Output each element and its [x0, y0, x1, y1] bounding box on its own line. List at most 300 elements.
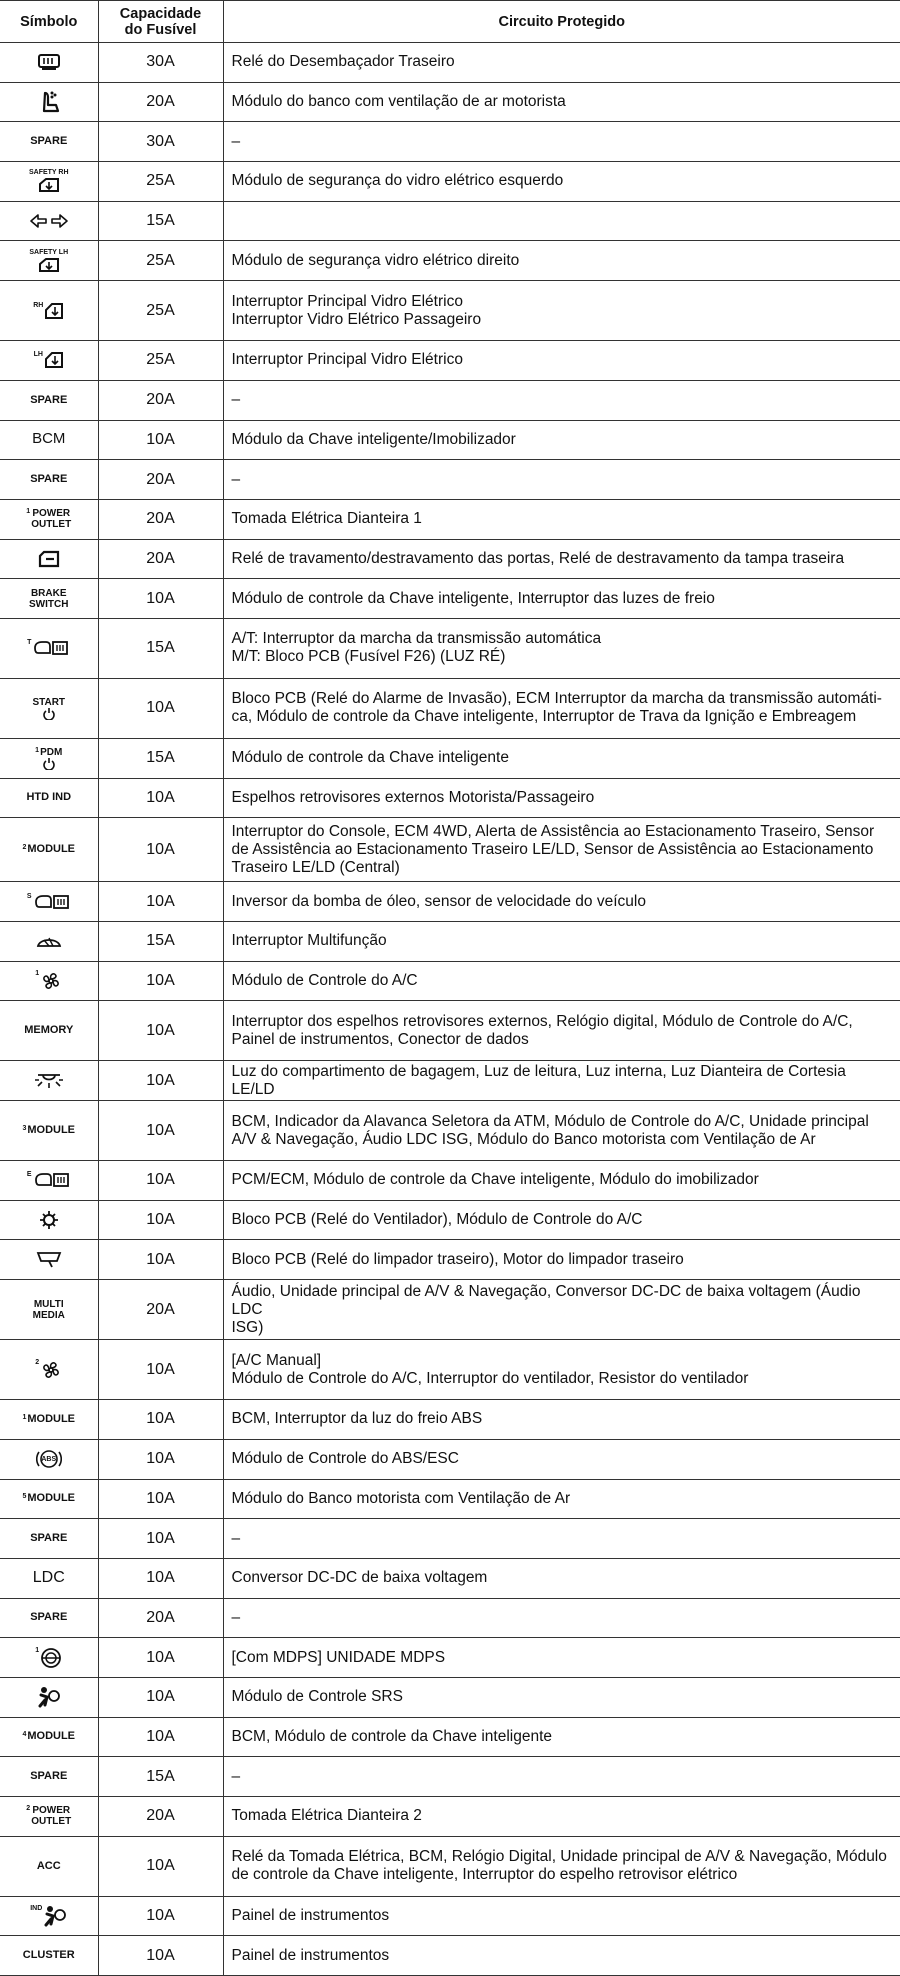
fuse-symbol: [0, 1340, 98, 1400]
fuse-symbol: [0, 82, 98, 122]
table-row: [0, 1001, 900, 1061]
fuse-symbol: [0, 1598, 98, 1638]
circuit-line: PCM/ECM, Módulo de controle da Chave inteligente, Módulo do imobilizador: [231, 1171, 759, 1189]
table-row: [0, 1558, 900, 1598]
protected-circuit: [223, 818, 900, 882]
symbol-superscript: 5: [22, 1493, 27, 1501]
circuit-line: Relé da Tomada Elétrica, BCM, Relógio Digital, Unidade principal de A/V & Navegação, Módulo: [231, 1848, 887, 1866]
table-row: [0, 961, 900, 1001]
protected-circuit: [223, 1896, 900, 1936]
symbol-superscript: 1: [26, 508, 31, 516]
fuse-symbol: [0, 1836, 98, 1896]
circuit-line: –: [231, 470, 241, 488]
fuse-symbol: [0, 1200, 98, 1240]
fan-icon: [40, 975, 62, 987]
fuse-symbol: [0, 1757, 98, 1797]
circuit-line: Traseiro LE/LD (Central): [231, 858, 400, 876]
symbol-superscript: 2: [35, 1358, 40, 1366]
fuse-capacity: 10A: [98, 1717, 223, 1757]
fuse-symbol: [0, 922, 98, 962]
fuse-capacity: 30A: [98, 43, 223, 83]
symbol-superscript: 1: [35, 746, 40, 754]
fuse-symbol: [0, 818, 98, 882]
circuit-line: Bloco PCB (Relé do Ventilador), Módulo de Controle do A/C: [231, 1211, 643, 1229]
table-row: [0, 1340, 900, 1400]
symbol-text: OUTLET: [31, 519, 72, 531]
circuit-line: Módulo de Controle do ABS/ESC: [231, 1450, 459, 1468]
symbol-text: MEDIA: [32, 1309, 65, 1321]
fuse-capacity: 10A: [98, 1558, 223, 1598]
circuit-line: [Com MDPS] UNIDADE MDPS: [231, 1648, 446, 1666]
transmission-icon: [32, 642, 70, 654]
table-row: [0, 1280, 900, 1340]
symbol-text: MODULE: [27, 1492, 76, 1505]
protected-circuit: [223, 1439, 900, 1479]
ventilated-seat-icon: [37, 96, 61, 108]
circuit-line: Interruptor Principal Vidro Elétrico: [231, 292, 463, 310]
airbag-icon: [37, 1691, 61, 1703]
circuit-line: Interruptor dos espelhos retrovisores externos, Relógio digital, Módulo de Controle do A/C,: [231, 1012, 853, 1030]
table-row: [0, 882, 900, 922]
symbol-superscript: 1: [22, 1413, 27, 1421]
fuse-capacity: 15A: [98, 922, 223, 962]
table-row: [0, 1161, 900, 1201]
fuse-symbol: [0, 420, 98, 460]
rear-wiper-icon: [36, 1254, 62, 1266]
circuit-line: ISG): [231, 1318, 264, 1336]
symbol-text: MODULE: [27, 843, 76, 856]
fuse-capacity: 10A: [98, 1340, 223, 1400]
fuse-symbol: [0, 201, 98, 241]
fuse-symbol: [0, 499, 98, 539]
header-circuit: Circuito Protegido: [223, 1, 900, 43]
fuse-symbol: [0, 1240, 98, 1280]
protected-circuit: [223, 1519, 900, 1559]
fuse-symbol: [0, 1161, 98, 1201]
symbol-text: MODULE: [27, 1412, 76, 1425]
fuse-symbol: [0, 122, 98, 162]
symbol-text: ABS: [41, 1456, 57, 1464]
fuse-capacity: 20A: [98, 380, 223, 420]
circuit-line: Módulo do banco com ventilação de ar motorista: [231, 93, 566, 111]
fuse-capacity: 10A: [98, 778, 223, 818]
symbol-text: SPARE: [30, 1770, 68, 1783]
circuit-line: Áudio, Unidade principal de A/V & Navegação, Conversor DC-DC de baixa voltagem (Áudio LDC: [231, 1282, 861, 1318]
symbol-superscript: RH: [33, 301, 44, 309]
circuit-line: Módulo de controle da Chave inteligente, Interruptor das luzes de freio: [231, 589, 715, 607]
power-window-icon: [44, 305, 64, 317]
circuit-line: Módulo de segurança do vidro elétrico esquerdo: [231, 172, 564, 190]
protected-circuit: [223, 1240, 900, 1280]
table-row: [0, 1677, 900, 1717]
protected-circuit: [223, 1280, 900, 1340]
circuit-line: ca, Módulo de controle da Chave inteligente, Interruptor de Trava da Ignição e Embreagem: [231, 708, 857, 726]
header-capacity-line2: do Fusível: [124, 21, 197, 38]
symbol-superscript: 2: [22, 844, 27, 852]
circuit-line: Bloco PCB (Relé do limpador traseiro), Motor do limpador traseiro: [231, 1250, 684, 1268]
table-row: [0, 1519, 900, 1559]
fuse-symbol: [0, 341, 98, 381]
fuse-capacity: 20A: [98, 1797, 223, 1837]
fuse-symbol: [0, 380, 98, 420]
fuse-capacity: 10A: [98, 1936, 223, 1976]
symbol-text: LDC: [32, 1568, 65, 1586]
symbol-superscript: S: [26, 892, 32, 900]
fuse-symbol: [0, 882, 98, 922]
table-row: [0, 1598, 900, 1638]
protected-circuit: [223, 1479, 900, 1519]
airbag-icon: [43, 1910, 67, 1922]
protected-circuit: [223, 961, 900, 1001]
circuit-line: BCM, Indicador da Alavanca Seletora da ATM, Módulo de Controle do A/C, Unidade principal: [231, 1112, 869, 1130]
fuse-capacity: 10A: [98, 818, 223, 882]
transmission-icon: [33, 896, 71, 908]
fuse-symbol: [0, 539, 98, 579]
circuit-line: Bloco PCB (Relé do Alarme de Invasão), ECM Interruptor da marcha da transmissão automáti-: [231, 690, 882, 708]
circuit-line: Interruptor Principal Vidro Elétrico: [231, 351, 463, 369]
symbol-text: POWER: [32, 508, 71, 520]
fuse-capacity: 20A: [98, 460, 223, 500]
fuse-capacity: 10A: [98, 1101, 223, 1161]
circuit-line: A/T: Interruptor da marcha da transmissão automática: [231, 630, 602, 648]
circuit-line: –: [231, 391, 241, 409]
circuit-line: Módulo de segurança vidro elétrico direito: [231, 251, 520, 269]
fuse-capacity: 10A: [98, 1479, 223, 1519]
fuse-capacity: 20A: [98, 499, 223, 539]
table-row: [0, 1896, 900, 1936]
circuit-line: Interruptor Vidro Elétrico Passageiro: [231, 310, 482, 328]
symbol-label: SAFETY RH: [28, 169, 69, 177]
circuit-line: Interruptor Multifunção: [231, 932, 387, 950]
protected-circuit: [223, 380, 900, 420]
table-row: [0, 1479, 900, 1519]
fuse-capacity: 10A: [98, 1519, 223, 1559]
fuse-symbol: [0, 738, 98, 778]
table-row: [0, 539, 900, 579]
protected-circuit: [223, 82, 900, 122]
protected-circuit: [223, 1936, 900, 1976]
circuit-line: Painel de instrumentos: [231, 1907, 390, 1925]
symbol-superscript: 3: [22, 1125, 27, 1133]
protected-circuit: [223, 678, 900, 738]
symbol-text: HTD IND: [26, 791, 72, 804]
fuse-capacity: 10A: [98, 1638, 223, 1678]
protected-circuit: [223, 922, 900, 962]
protected-circuit: [223, 1340, 900, 1400]
circuit-line: BCM, Módulo de controle da Chave inteligente: [231, 1727, 553, 1745]
fuse-symbol: [0, 579, 98, 619]
fuse-symbol: [0, 1717, 98, 1757]
table-row: [0, 738, 900, 778]
circuit-line: Módulo de Controle do A/C: [231, 972, 418, 990]
fuse-capacity: 10A: [98, 678, 223, 738]
protected-circuit: [223, 341, 900, 381]
fuse-symbol: [0, 1061, 98, 1101]
protected-circuit: [223, 1558, 900, 1598]
table-row: [0, 1836, 900, 1896]
fuse-capacity: 25A: [98, 341, 223, 381]
fuse-capacity: 15A: [98, 1757, 223, 1797]
protected-circuit: [223, 499, 900, 539]
circuit-line: –: [231, 1767, 241, 1785]
table-row: [0, 818, 900, 882]
symbol-text: SWITCH: [29, 598, 69, 610]
symbol-superscript: 4: [22, 1731, 27, 1739]
protected-circuit: [223, 122, 900, 162]
start-icon: [0, 708, 98, 720]
circuit-line: Módulo da Chave inteligente/Imobilizador: [231, 430, 516, 448]
protected-circuit: [223, 778, 900, 818]
fuse-capacity: 10A: [98, 1400, 223, 1440]
protected-circuit: [223, 201, 900, 241]
header-capacity-line1: Capacidade: [119, 5, 202, 22]
fuse-symbol: [0, 961, 98, 1001]
wiper-icon: [36, 935, 62, 947]
protected-circuit: [223, 882, 900, 922]
fuse-capacity: 10A: [98, 579, 223, 619]
fuse-capacity: 30A: [98, 122, 223, 162]
fuse-capacity: 10A: [98, 1200, 223, 1240]
table-row: [0, 1638, 900, 1678]
fuse-capacity: 10A: [98, 1240, 223, 1280]
fuse-capacity: 25A: [98, 162, 223, 202]
symbol-text: START: [32, 696, 66, 708]
circuit-line: Painel de instrumentos, Conector de dados: [231, 1030, 529, 1048]
protected-circuit: [223, 618, 900, 678]
symbol-superscript: 1: [35, 970, 40, 978]
fuse-symbol: [0, 1479, 98, 1519]
symbol-text: CLUSTER: [22, 1949, 75, 1962]
fuse-capacity: 10A: [98, 1061, 223, 1101]
circuit-line: –: [231, 132, 241, 150]
fuse-symbol: [0, 618, 98, 678]
symbol-text: SPARE: [30, 135, 68, 148]
table-row: [0, 162, 900, 202]
protected-circuit: [223, 1001, 900, 1061]
room-lamp-icon: [34, 1075, 64, 1087]
fuse-capacity: 15A: [98, 738, 223, 778]
fuse-symbol: [0, 778, 98, 818]
fuse-symbol: [0, 1936, 98, 1976]
circuit-line: Módulo de controle da Chave inteligente: [231, 749, 509, 767]
circuit-line: BCM, Interruptor da luz do freio ABS: [231, 1410, 483, 1428]
circuit-line: Inversor da bomba de óleo, sensor de velocidade do veículo: [231, 892, 646, 910]
fuse-capacity: 10A: [98, 882, 223, 922]
symbol-text: BCM: [32, 430, 66, 448]
fuse-capacity: 10A: [98, 1896, 223, 1936]
fuse-capacity: 15A: [98, 201, 223, 241]
protected-circuit: [223, 1101, 900, 1161]
circuit-line: Espelhos retrovisores externos Motorista/Passageiro: [231, 788, 595, 806]
fuse-symbol: [0, 1001, 98, 1061]
protected-circuit: [223, 579, 900, 619]
circuit-line: –: [231, 1529, 241, 1547]
fuse-capacity: 10A: [98, 1439, 223, 1479]
circuit-line: M/T: Bloco PCB (Fusível F26) (LUZ RÉ): [231, 648, 506, 666]
rear-defroster-icon: [37, 56, 61, 68]
table-row: [0, 82, 900, 122]
fuse-capacity: 10A: [98, 1001, 223, 1061]
table-row: [0, 618, 900, 678]
fuse-capacity: 25A: [98, 241, 223, 281]
protected-circuit: [223, 1717, 900, 1757]
table-row: [0, 678, 900, 738]
table-row: [0, 1717, 900, 1757]
circuit-line: Módulo de Controle do A/C, Interruptor do ventilador, Resistor do ventilador: [231, 1369, 749, 1387]
pdm-icon: [0, 758, 98, 770]
fuse-symbol: [0, 1101, 98, 1161]
circuit-line: Relé de travamento/destravamento das portas, Relé de destravamento da tampa traseira: [231, 549, 845, 567]
circuit-line: Conversor DC-DC de baixa voltagem: [231, 1569, 488, 1587]
fuse-capacity: 10A: [98, 1836, 223, 1896]
table-row: [0, 281, 900, 341]
symbol-text: BRAKE: [30, 587, 67, 599]
symbol-text: SPARE: [30, 1611, 68, 1624]
protected-circuit: [223, 241, 900, 281]
symbol-text: ACC: [36, 1859, 61, 1872]
fuse-symbol: [0, 1400, 98, 1440]
symbol-text: OUTLET: [31, 1816, 72, 1828]
header-symbol: Símbolo: [0, 1, 98, 43]
circuit-line: [A/C Manual]: [231, 1351, 322, 1369]
symbol-superscript: 1: [35, 1646, 40, 1654]
fuse-symbol: [0, 1797, 98, 1837]
circuit-line: de controle da Chave inteligente, Interruptor do espelho retrovisor elétrico: [231, 1866, 738, 1884]
fuse-capacity: 15A: [98, 618, 223, 678]
table-row: [0, 922, 900, 962]
symbol-text: PDM: [40, 746, 63, 758]
protected-circuit: [223, 738, 900, 778]
abs-icon: [36, 1447, 62, 1471]
table-row: [0, 380, 900, 420]
circuit-line: Painel de instrumentos: [231, 1946, 390, 1964]
fuse-capacity: 20A: [98, 1280, 223, 1340]
fuse-symbol: [0, 1439, 98, 1479]
protected-circuit: [223, 1797, 900, 1837]
fuse-capacity: 20A: [98, 1598, 223, 1638]
protected-circuit: [223, 1200, 900, 1240]
circuit-line: Módulo do Banco motorista com Ventilação de Ar: [231, 1489, 571, 1507]
symbol-superscript: T: [27, 639, 32, 647]
fan-icon: [40, 1364, 62, 1376]
power-window-safety-icon: [38, 259, 60, 271]
blower-icon: [39, 1214, 59, 1226]
fuse-capacity: 20A: [98, 82, 223, 122]
table-row: [0, 1061, 900, 1101]
table-header: [0, 1, 900, 43]
symbol-superscript: 2: [26, 1805, 31, 1813]
symbol-text: SPARE: [30, 473, 68, 486]
circuit-line: A/V & Navegação, Áudio LDC ISG, Módulo do Banco motorista com Ventilação de Ar: [231, 1130, 816, 1148]
table-row: [0, 341, 900, 381]
symbol-text: MULTI: [33, 1298, 64, 1310]
fuse-capacity: 10A: [98, 420, 223, 460]
table-row: [0, 1101, 900, 1161]
power-window-icon: [44, 354, 64, 366]
symbol-superscript: E: [26, 1171, 32, 1179]
fuse-symbol: [0, 281, 98, 341]
circuit-line: Tomada Elétrica Dianteira 2: [231, 1807, 422, 1825]
symbol-text: SPARE: [30, 393, 68, 406]
symbol-text: MODULE: [27, 1124, 76, 1137]
protected-circuit: [223, 1161, 900, 1201]
fuse-capacity: 20A: [98, 539, 223, 579]
symbol-text: MEMORY: [24, 1024, 74, 1037]
symbol-text: POWER: [32, 1805, 71, 1817]
turn-signal-icon: [29, 215, 69, 227]
circuit-line: Relé do Desembaçador Traseiro: [231, 53, 455, 71]
header-capacity: [98, 1, 223, 43]
protected-circuit: [223, 281, 900, 341]
protected-circuit: [223, 1757, 900, 1797]
protected-circuit: [223, 539, 900, 579]
protected-circuit: [223, 1598, 900, 1638]
protected-circuit: [223, 1061, 900, 1101]
protected-circuit: [223, 1677, 900, 1717]
table-row: [0, 1200, 900, 1240]
door-lock-icon: [37, 553, 61, 565]
protected-circuit: [223, 460, 900, 500]
protected-circuit: [223, 43, 900, 83]
mdps-icon: [40, 1652, 62, 1664]
fuse-symbol: [0, 678, 98, 738]
protected-circuit: [223, 162, 900, 202]
table-row: [0, 122, 900, 162]
table-row: [0, 1439, 900, 1479]
power-window-safety-icon: [38, 179, 60, 191]
table-row: [0, 460, 900, 500]
protected-circuit: [223, 420, 900, 460]
table-row: [0, 579, 900, 619]
fuse-symbol: [0, 1558, 98, 1598]
fuse-capacity: 10A: [98, 961, 223, 1001]
fuse-symbol: [0, 162, 98, 202]
protected-circuit: [223, 1836, 900, 1896]
symbol-superscript: IND: [30, 1905, 43, 1913]
fuse-capacity: 10A: [98, 1677, 223, 1717]
table-row: [0, 1400, 900, 1440]
protected-circuit: [223, 1638, 900, 1678]
fuse-symbol: [0, 1677, 98, 1717]
circuit-line: de Assistência ao Estacionamento Traseiro LE/LD, Sensor de Assistência ao Estacionamento: [231, 840, 874, 858]
fuse-symbol: [0, 1519, 98, 1559]
symbol-label: SAFETY LH: [29, 248, 69, 256]
symbol-text: SPARE: [30, 1532, 68, 1545]
circuit-line: Luz do compartimento de bagagem, Luz de leitura, Luz interna, Luz Dianteira de Cortesia LE/LD: [231, 1062, 846, 1098]
fuse-capacity: 10A: [98, 1161, 223, 1201]
circuit-line: Tomada Elétrica Dianteira 1: [231, 510, 422, 528]
table-row: [0, 778, 900, 818]
table-row: [0, 43, 900, 83]
table-row: [0, 201, 900, 241]
symbol-superscript: LH: [33, 351, 43, 359]
transmission-icon: [33, 1174, 71, 1186]
fuse-capacity: 25A: [98, 281, 223, 341]
protected-circuit: [223, 1400, 900, 1440]
circuit-line: Módulo de Controle SRS: [231, 1688, 403, 1706]
symbol-text: MODULE: [27, 1730, 76, 1743]
fuse-symbol: [0, 241, 98, 281]
table-row: [0, 241, 900, 281]
circuit-line: –: [231, 1608, 241, 1626]
circuit-line: Interruptor do Console, ECM 4WD, Alerta de Assistência ao Estacionamento Traseiro, Sensor: [231, 822, 875, 840]
table-row: [0, 1797, 900, 1837]
fuse-symbol: [0, 43, 98, 83]
table-row: [0, 420, 900, 460]
table-row: [0, 1240, 900, 1280]
fuse-symbol: [0, 1638, 98, 1678]
fuse-symbol: [0, 1280, 98, 1340]
